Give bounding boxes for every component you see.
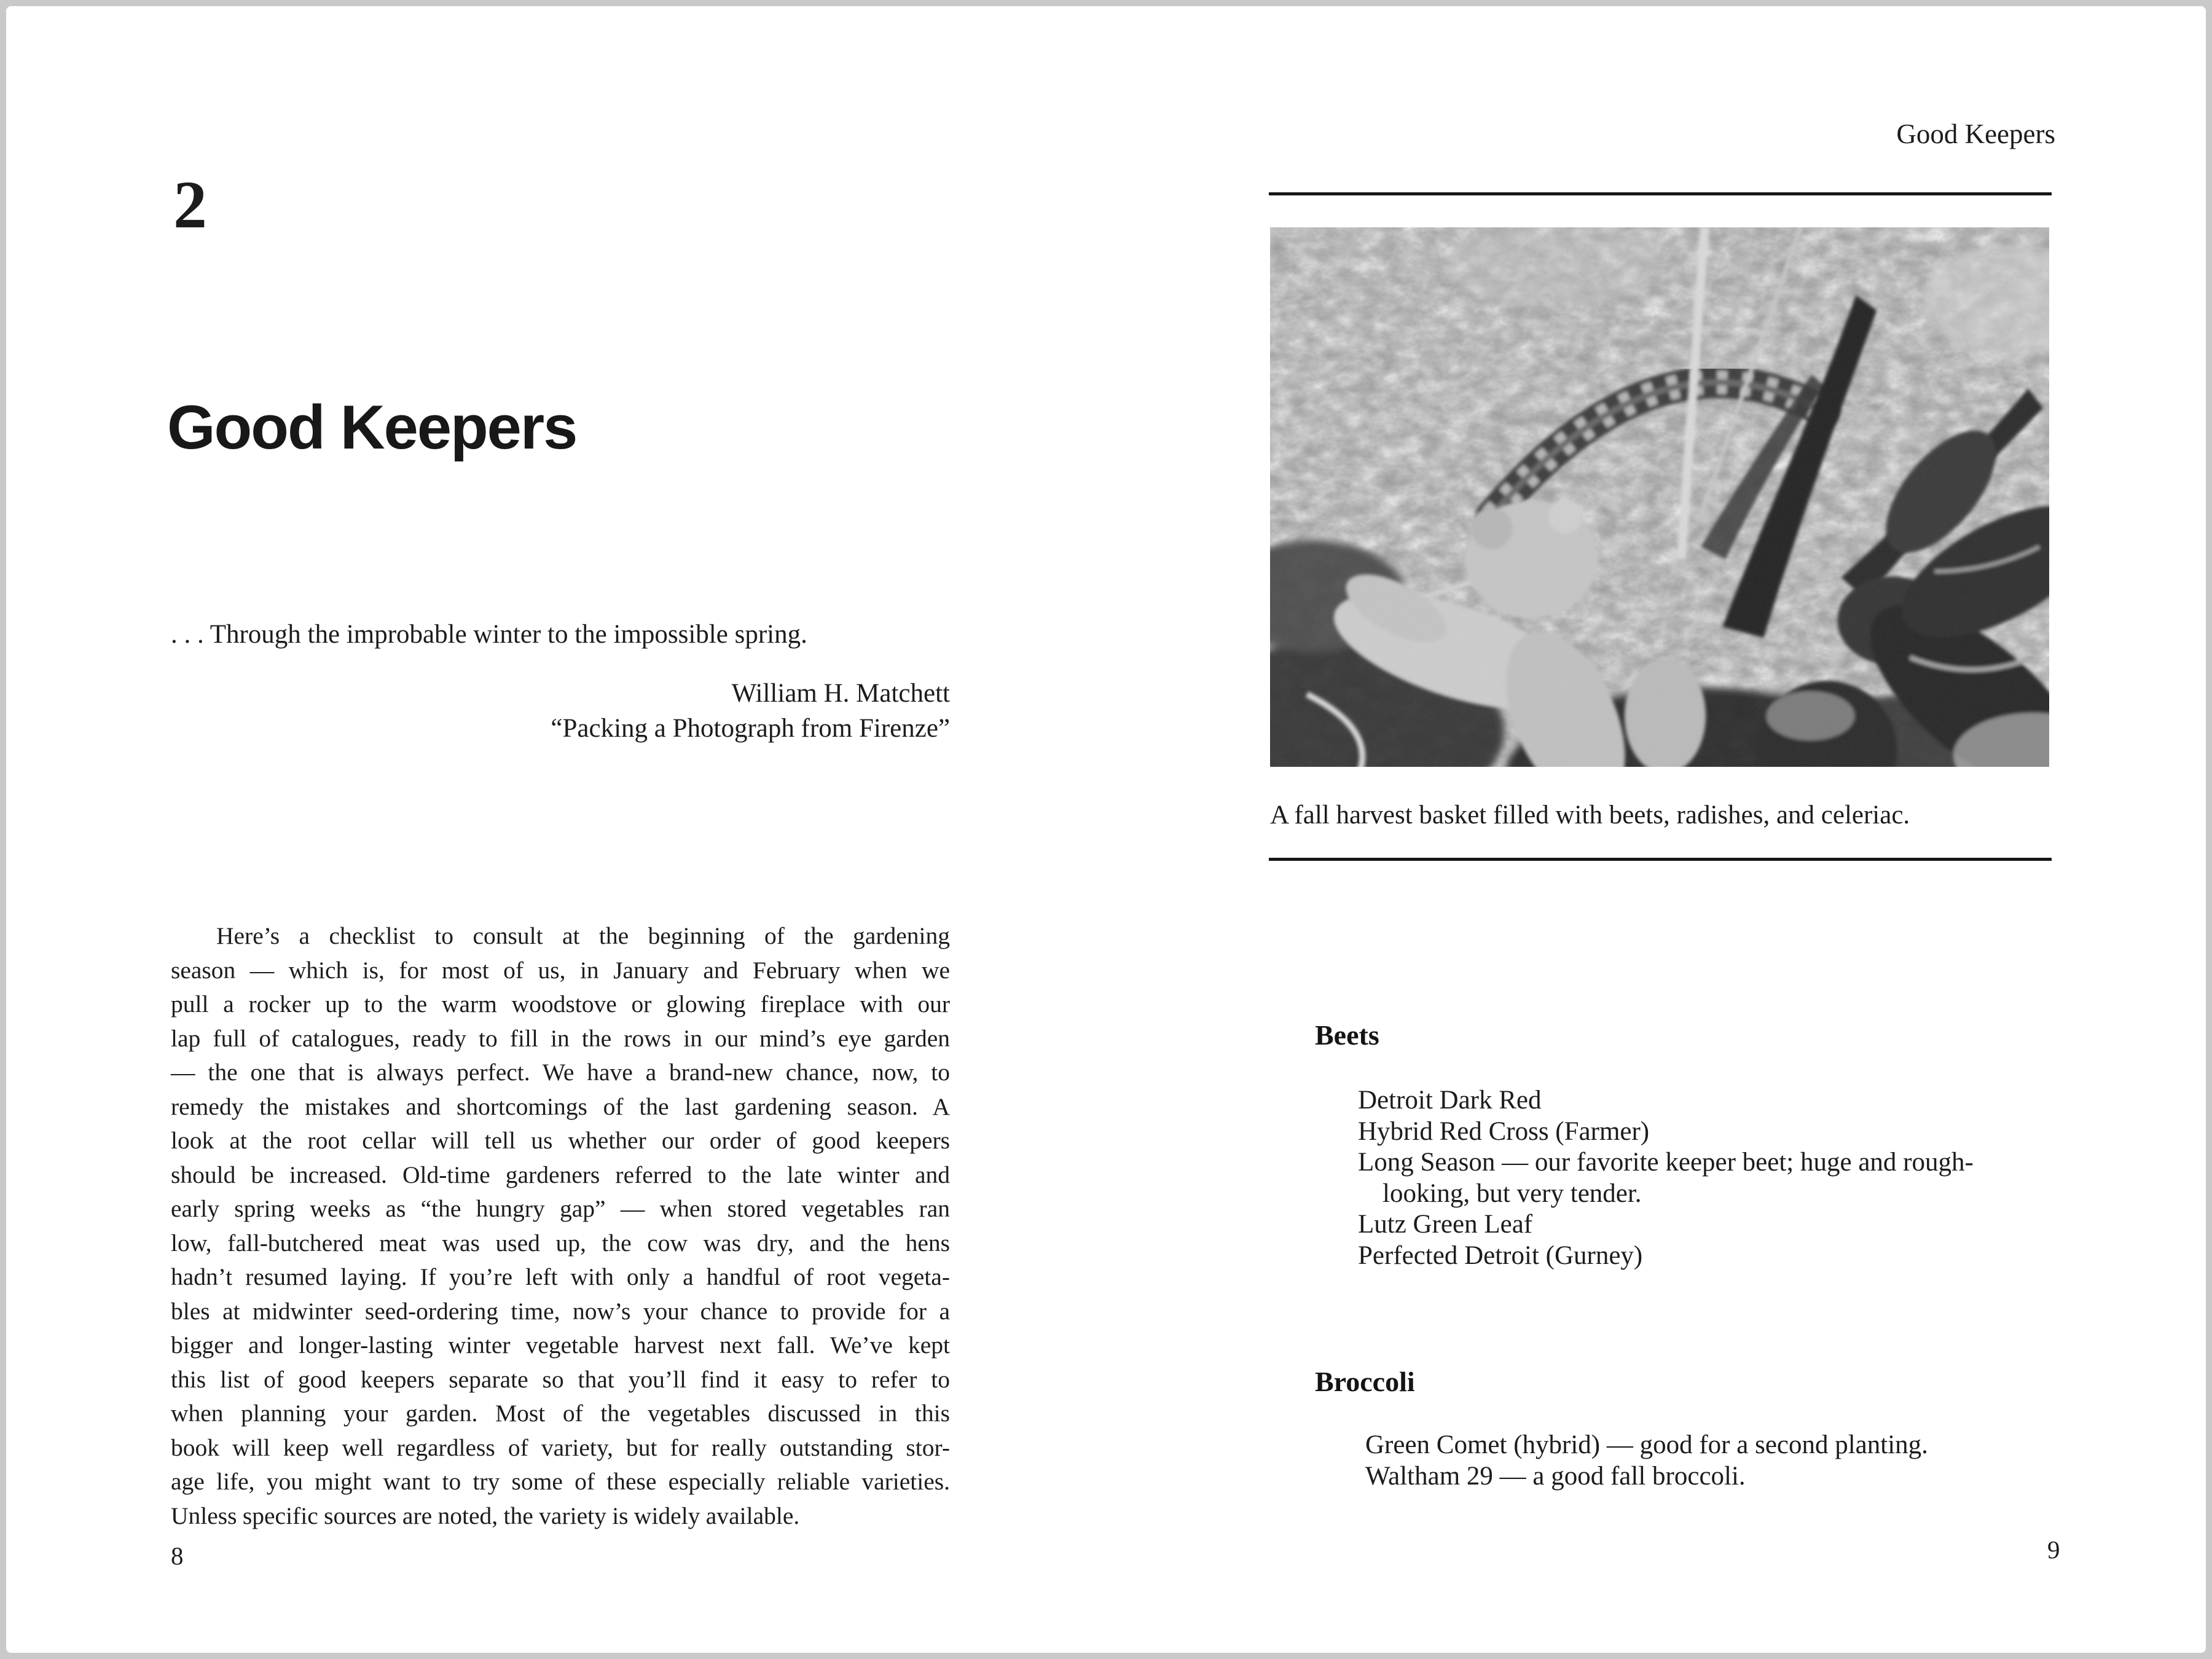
- variety-line: looking, but very tender.: [1382, 1179, 1642, 1208]
- variety-line: Green Comet (hybrid) — good for a second planting.: [1365, 1430, 1928, 1459]
- body-line: pull a rocker up to the warm woodstove or glowing fireplace with our: [171, 990, 950, 1018]
- variety-line: Hybrid Red Cross (Farmer): [1358, 1116, 1650, 1146]
- section-heading-broccoli: Broccoli: [1315, 1366, 1415, 1397]
- epigraph: . . . Through the improbable winter to the impossible spring.: [171, 620, 807, 649]
- variety-line: Perfected Detroit (Gurney): [1358, 1241, 1643, 1270]
- variety-line: Lutz Green Leaf: [1358, 1210, 1533, 1239]
- variety-list-broccoli: [1365, 1429, 1928, 1492]
- body-line: — the one that is always perfect. We have a brand-new chance, now, to: [171, 1059, 950, 1086]
- page-number-right: 9: [2047, 1535, 2060, 1564]
- body-line: when planning your garden. Most of the vegetables discussed in this: [171, 1400, 950, 1427]
- attribution-work: “Packing a Photograph from Firenze”: [551, 714, 950, 743]
- harvest-basket-photo-art: [1270, 227, 2049, 767]
- bottom-rule: [1269, 858, 2052, 861]
- body-line: remedy the mistakes and shortcomings of the last gardening season. A: [171, 1092, 950, 1120]
- photo-caption: A fall harvest basket filled with beets, radishes, and celeriac.: [1270, 801, 1910, 830]
- chapter-title: Good Keepers: [167, 393, 577, 462]
- body-line: should be increased. Old-time gardeners referred to the late winter and: [171, 1161, 950, 1188]
- variety-line: Detroit Dark Red: [1358, 1086, 1542, 1115]
- body-line: lap full of catalogues, ready to fill in the rows in our mind’s eye garden: [171, 1024, 950, 1052]
- body-line: bles at midwinter seed-ordering time, now’s your chance to provide for a: [171, 1297, 950, 1325]
- running-header: Good Keepers: [1896, 119, 2055, 149]
- body-line: Here’s a checklist to consult at the beginning of the gardening: [216, 922, 950, 949]
- book-spread: [6, 6, 2206, 1653]
- body-line: this list of good keepers separate so that you’ll find it easy to refer to: [171, 1365, 950, 1393]
- epigraph-attribution: [171, 676, 950, 746]
- variety-list-beets: [1358, 1085, 1974, 1271]
- top-rule: [1269, 192, 2052, 195]
- harvest-basket-photo: [1270, 227, 2049, 767]
- chapter-number: 2: [173, 167, 207, 242]
- page-number-left: 8: [171, 1542, 184, 1570]
- body-line: age life, you might want to try some of these especially reliable varieties.: [171, 1468, 950, 1495]
- body-line: hadn’t resumed laying. If you’re left with only a handful of root vegeta-: [171, 1263, 950, 1290]
- body-paragraph: [171, 919, 950, 1533]
- variety-line: Waltham 29 — a good fall broccoli.: [1365, 1462, 1746, 1491]
- attribution-author: William H. Matchett: [731, 679, 950, 708]
- body-line: bigger and longer-lasting winter vegetable harvest next fall. We’ve kept: [171, 1332, 950, 1359]
- body-line: early spring weeks as “the hungry gap” — when stored vegetables ran: [171, 1195, 950, 1222]
- variety-line: Long Season — our favorite keeper beet; huge and rough-: [1358, 1148, 1974, 1177]
- body-line: season — which is, for most of us, in January and February when we: [171, 956, 950, 984]
- section-heading-beets: Beets: [1315, 1019, 1379, 1051]
- body-line: look at the root cellar will tell us whether our order of good keepers: [171, 1127, 950, 1154]
- body-line: low, fall-butchered meat was used up, the cow was dry, and the hens: [171, 1229, 950, 1257]
- body-line: Unless specific sources are noted, the variety is widely available.: [171, 1502, 800, 1529]
- body-line: book will keep well regardless of variety, but for really outstanding stor-: [171, 1433, 950, 1461]
